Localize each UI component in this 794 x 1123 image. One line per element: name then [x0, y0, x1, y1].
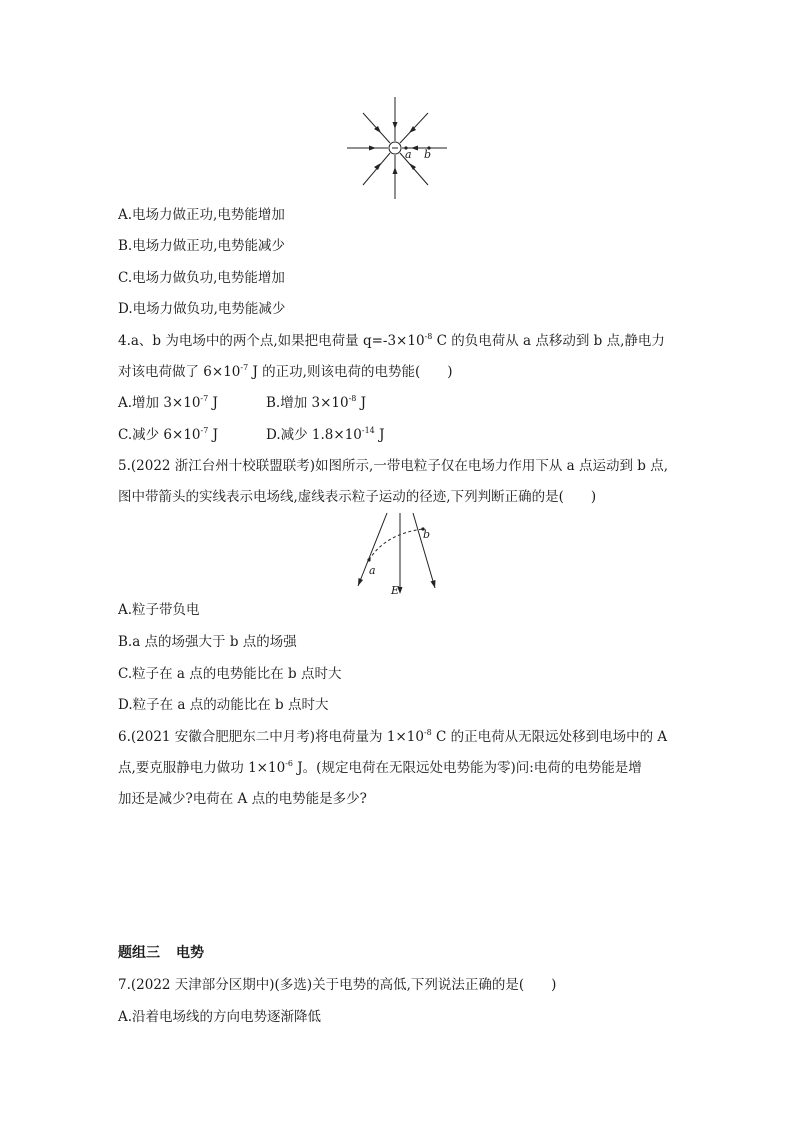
q3-option-b: B.电场力做正功,电势能减少: [118, 238, 286, 254]
q4-stem-line2: 对该电荷做了 $6\times 10^{-7}$ J 的正功,则该电荷的电势能( ): [118, 363, 453, 380]
section-title: 电势: [176, 945, 204, 961]
q6-stem-line1: 6.(2021 安徽合肥肥东二中月考)将电荷量为 $1\times 10^{-8}$ C 的正电荷从无限远处移到电场中的 A: [118, 728, 668, 745]
q4-option-a: A.增加 $3\times 10^{-7}$ J: [118, 394, 218, 411]
particle-trajectory-figure: [350, 510, 450, 600]
label-b: b: [423, 528, 431, 541]
q5-stem-line1: 5.(2022 浙江台州十校联盟联考)如图所示,一带电粒子仅在电场力作用下从 a 点运动到 b 点,: [118, 458, 668, 474]
q5-option-b: B.a 点的场强大于 b 点的场强: [118, 634, 297, 650]
q4-option-b: B.增加 $3\times 10^{-8}$ J: [266, 394, 367, 411]
q4-options-row1: [118, 394, 366, 412]
point-a: [367, 558, 370, 561]
q3-option-a: A.电场力做正功,电势能增加: [118, 207, 285, 223]
q4-stem-line1: 4.a、b 为电场中的两个点,如果把电荷量 $q=-3\times 10^{-8}$ C 的负电荷从 a 点移动到 b 点,静电力: [118, 332, 665, 349]
q7-option-a: A.沿着电场线的方向电势逐渐降低: [118, 1009, 322, 1025]
q5-stem-line2: 图中带箭头的实线表示电场线,虚线表示粒子运动的径迹,下列判断正确的是( ): [118, 489, 597, 505]
label-b: b: [424, 148, 432, 161]
q7-stem: 7.(2022 天津部分区期中)(多选)关于电势的高低,下列说法正确的是( ): [118, 977, 557, 993]
section-number: 题组三: [118, 945, 160, 961]
section-heading: [118, 944, 204, 962]
q5-option-d: D.粒子在 a 点的动能比在 b 点时大: [118, 697, 329, 713]
label-E: E: [391, 584, 400, 597]
q3-option-c: C.电场力做负功,电势能增加: [118, 270, 285, 286]
q6-stem-line3: 加还是减少?电荷在 A 点的电势能是多少?: [118, 791, 367, 807]
q3-option-d: D.电场力做负功,电势能减少: [118, 301, 286, 317]
label-a: a: [369, 564, 376, 577]
q6-stem-line2: 点,要克服静电力做功 $1\times 10^{-6}$ J。(规定电荷在无限远处电势能为零)问:电荷的电势能是增: [118, 759, 642, 776]
q4-options-row2: [118, 426, 384, 444]
label-a: a: [405, 148, 412, 161]
q5-option-c: C.粒子在 a 点的电势能比在 b 点时大: [118, 666, 342, 682]
q4-option-c: C.减少 $6\times 10^{-7}$ J: [118, 426, 219, 443]
q4-option-d: D.减少 $1.8\times 10^{-14}$ J: [266, 426, 385, 443]
q5-option-a: A.粒子带负电: [118, 602, 200, 618]
negative-charge-field-figure: [343, 95, 453, 205]
